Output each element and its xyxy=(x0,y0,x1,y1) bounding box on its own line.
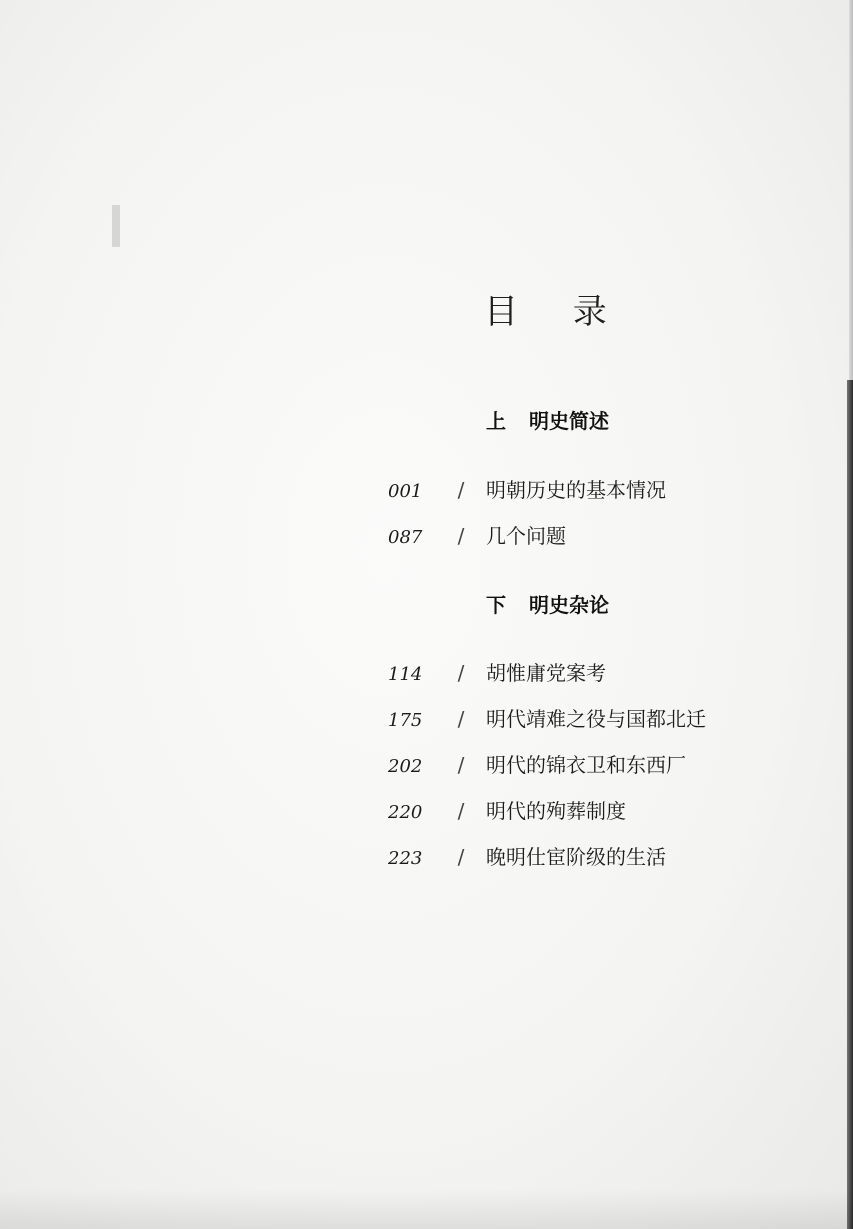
separator-slash: / xyxy=(457,661,465,685)
part-title: 明史简述 xyxy=(529,409,609,433)
entry-title: 胡惟庸党案考 xyxy=(486,661,606,685)
part-title: 明史杂论 xyxy=(529,593,609,617)
page-number: 175 xyxy=(388,710,423,731)
toc-entry[interactable] xyxy=(388,474,666,504)
page-number: 202 xyxy=(388,756,423,777)
toc-entry[interactable] xyxy=(388,841,666,871)
bottom-shadow xyxy=(0,1189,853,1229)
separator-slash: / xyxy=(457,524,465,548)
toc-entry[interactable] xyxy=(388,657,606,687)
entry-title: 明朝历史的基本情况 xyxy=(486,478,666,502)
bleed-through-mark xyxy=(112,205,120,247)
toc-entry[interactable] xyxy=(388,703,706,733)
part-label: 上 xyxy=(486,409,506,433)
entry-title: 晚明仕宦阶级的生活 xyxy=(486,845,666,869)
entry-title: 明代的殉葬制度 xyxy=(486,799,626,823)
entry-title: 几个问题 xyxy=(486,524,566,548)
page-edge-shadow xyxy=(847,380,853,1229)
part-label: 下 xyxy=(486,593,506,617)
page-number: 001 xyxy=(388,481,423,502)
page-number: 087 xyxy=(388,527,423,548)
toc-title: 目 录 xyxy=(484,292,629,332)
toc-entry[interactable] xyxy=(388,795,626,825)
page-number: 223 xyxy=(388,848,423,869)
separator-slash: / xyxy=(457,478,465,502)
toc-part-2 xyxy=(486,589,609,618)
separator-slash: / xyxy=(457,753,465,777)
entry-title: 明代的锦衣卫和东西厂 xyxy=(486,753,686,777)
page-number: 220 xyxy=(388,802,423,823)
entry-title: 明代靖难之役与国都北迁 xyxy=(486,707,706,731)
toc-entry[interactable] xyxy=(388,520,566,550)
toc-part-1 xyxy=(486,405,609,434)
separator-slash: / xyxy=(457,707,465,731)
page-edge xyxy=(849,0,853,380)
separator-slash: / xyxy=(457,799,465,823)
toc-entry[interactable] xyxy=(388,749,686,779)
separator-slash: / xyxy=(457,845,465,869)
page-number: 114 xyxy=(388,664,423,685)
